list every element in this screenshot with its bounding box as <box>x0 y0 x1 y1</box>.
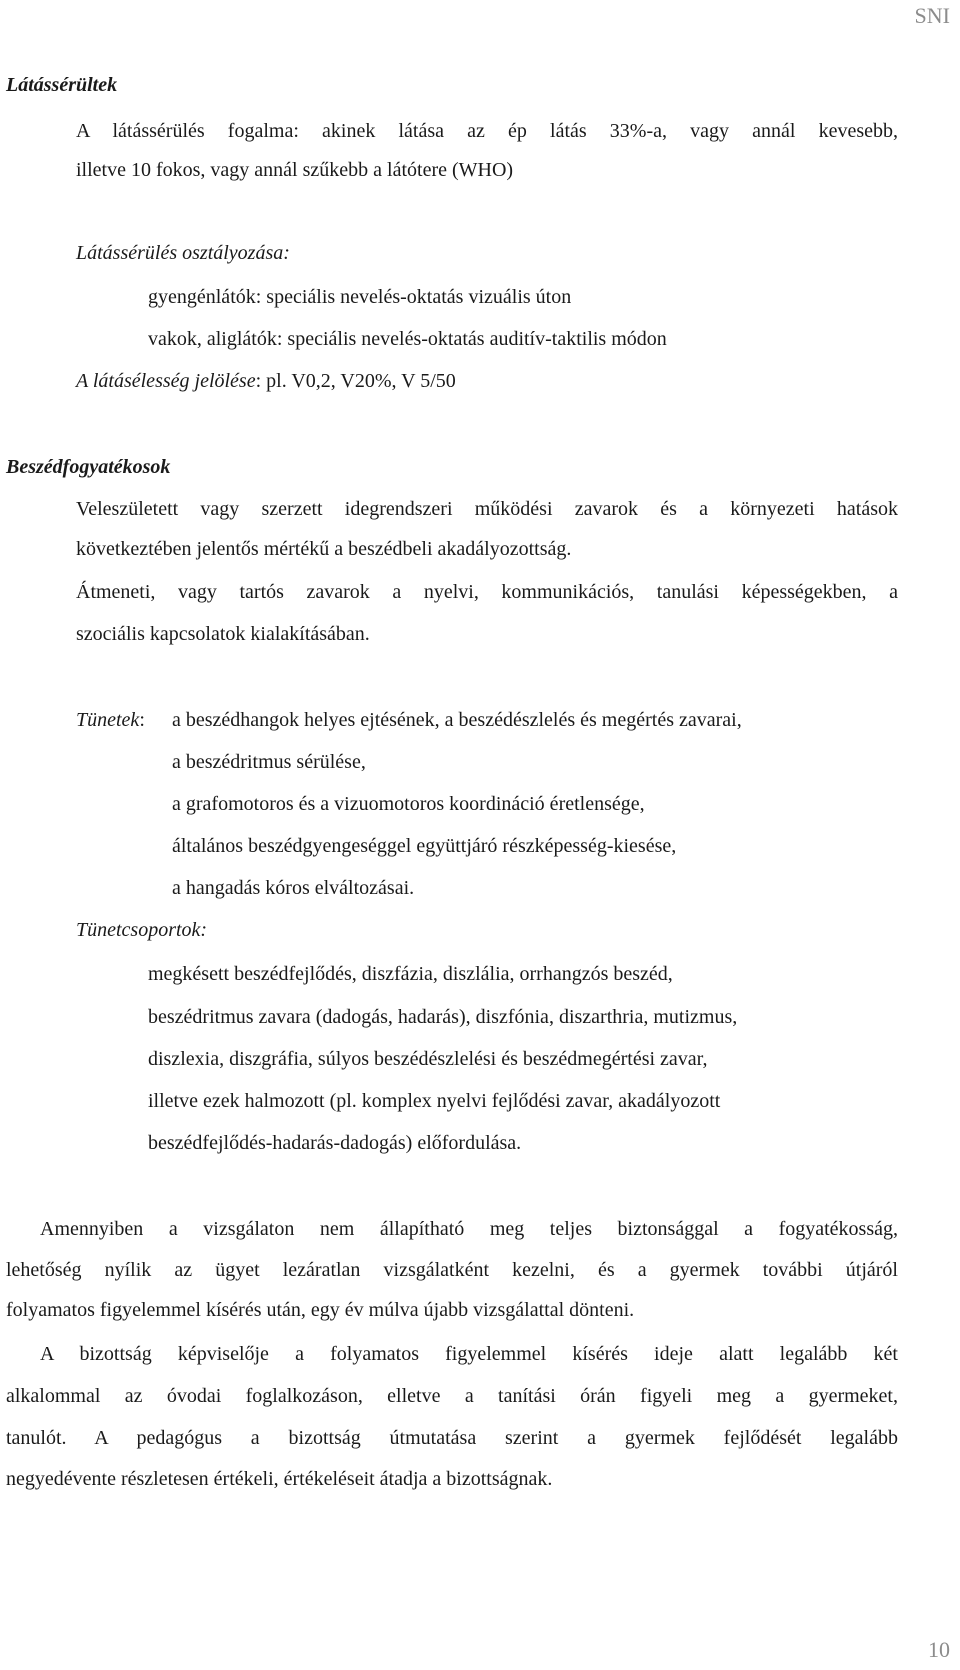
vision-acuity-value: : pl. V0,2, V20%, V 5/50 <box>255 370 456 392</box>
vision-classification-label: Látássérülés osztályozása: <box>76 242 290 264</box>
symptom-item: a beszédritmus sérülése, <box>172 751 366 773</box>
speech-paragraph-line: Átmeneti, vagy tartós zavarok a nyelvi, kommunikációs, tanulási képességekben, a <box>76 581 898 603</box>
symptom-group-line: beszédfejlődés-hadarás-dadogás) előfordulása. <box>148 1132 522 1154</box>
vision-classification-item: vakok, aliglátók: speciális nevelés-oktatás auditív-taktilis módon <box>148 328 667 350</box>
symptom-item: általános beszédgyengeséggel együttjáró részképesség-kiesése, <box>172 835 677 857</box>
symptoms-label-line <box>76 708 145 732</box>
symptom-group-line: diszlexia, diszgráfia, súlyos beszédészlelési és beszédmegértési zavar, <box>148 1048 708 1070</box>
closing-paragraph-1-line: lehetőség nyílik az ügyet lezáratlan vizsgálatként kezelni, és a gyermek további útjáról <box>6 1259 898 1281</box>
speech-paragraph-line: Veleszületett vagy szerzett idegrendszeri működési zavarok és a környezeti hatások <box>76 498 898 520</box>
vision-acuity-line <box>76 369 456 393</box>
speech-paragraph-line: következtében jelentős mértékű a beszédbeli akadályozottság. <box>76 538 572 560</box>
symptom-item: a beszédhangok helyes ejtésének, a beszédészlelés és megértés zavarai, <box>172 709 742 731</box>
vision-acuity-label: A látásélesség jelölése <box>76 370 256 392</box>
closing-paragraph-2-line: A bizottság képviselője a folyamatos figyelemmel kísérés ideje alatt legalább két <box>40 1343 898 1365</box>
closing-paragraph-2-line: alkalommal az óvodai foglalkozáson, elletve a tanítási órán figyeli meg a gyermeket, <box>6 1385 898 1407</box>
symptoms-label: Tünetek <box>76 709 140 731</box>
vision-definition-line-2: illetve 10 fokos, vagy annál szűkebb a látótere (WHO) <box>76 159 514 181</box>
symptom-item: a grafomotoros és a vizuomotoros koordináció éretlensége, <box>172 793 645 815</box>
page-number: 10 <box>928 1637 950 1662</box>
closing-paragraph-2-line: tanulót. A pedagógus a bizottság útmutatása szerint a gyermek fejlődését legalább <box>6 1427 898 1449</box>
symptom-groups-label: Tünetcsoportok: <box>76 919 208 941</box>
section-title-vision: Látássérültek <box>6 74 118 96</box>
symptom-group-line: illetve ezek halmozott (pl. komplex nyelvi fejlődési zavar, akadályozott <box>148 1090 721 1112</box>
symptom-item: a hangadás kóros elváltozásai. <box>172 877 415 899</box>
closing-paragraph-2-line: negyedévente részletesen értékeli, értékeléseit átadja a bizottságnak. <box>6 1468 553 1490</box>
section-title-speech: Beszédfogyatékosok <box>6 456 171 478</box>
header-mark: SNI <box>914 3 950 28</box>
speech-paragraph-line: szociális kapcsolatok kialakításában. <box>76 623 370 645</box>
closing-paragraph-1-line: folyamatos figyelemmel kísérés után, egy év múlva újabb vizsgálattal dönteni. <box>6 1299 635 1321</box>
vision-classification-item: gyengénlátók: speciális nevelés-oktatás vizuális úton <box>148 286 572 308</box>
symptom-group-line: megkésett beszédfejlődés, diszfázia, diszlália, orrhangzós beszéd, <box>148 963 673 985</box>
symptoms-colon: : <box>139 709 145 731</box>
symptom-group-line: beszédritmus zavara (dadogás, hadarás), diszfónia, diszarthria, mutizmus, <box>148 1006 738 1028</box>
closing-paragraph-1-line: Amennyiben a vizsgálaton nem állapítható meg teljes biztonsággal a fogyatékosság, <box>40 1218 898 1240</box>
vision-definition-line-1: A látássérülés fogalma: akinek látása az ép látás 33%-a, vagy annál kevesebb, <box>76 120 898 142</box>
